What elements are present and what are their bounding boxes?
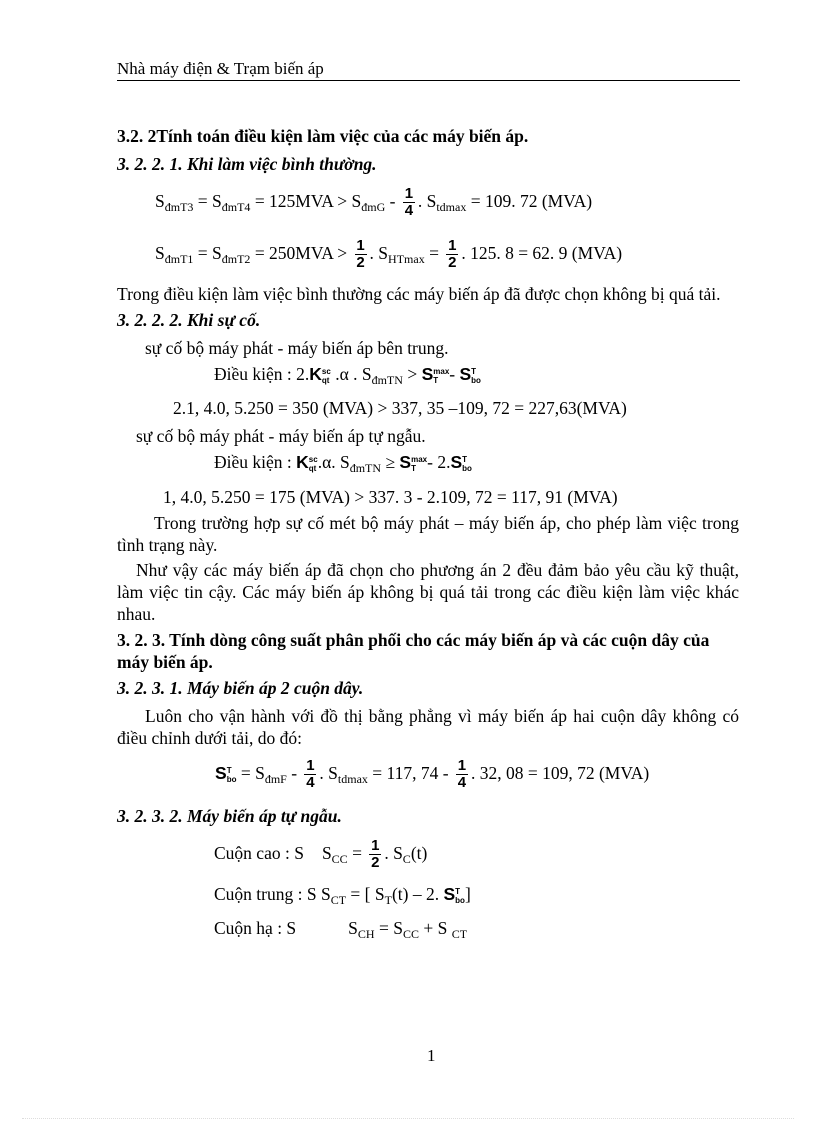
paragraph-fault-result: Trong trường hợp sự cố mét bộ máy phát – máy biến áp, cho phép làm việc trong tình trạng này. [117,513,739,555]
page-number: 1 [427,1046,436,1065]
page-header [117,59,740,81]
coil-high-voltage: Cuộn cao : S $S_{CC}$ = $\frac{1}{2}$ . $S_C(t)$ [214,837,428,872]
page-content [117,122,739,945]
coil-medium-voltage: Cuộn trung : S $S_{CT}$ = [ $S_T(t) - 2$. S T bo ] [214,884,471,907]
fault-case-2: sự cố bộ máy phát - máy biến áp tự ngẫu. [136,426,426,446]
coil-low-voltage: Cuộn hạ : S $S_{CH} = S_{CC} + S$ $_{CT}$ [214,918,468,941]
condition-1: Điều kiện : 2.K sc qt .α . $S_{đmTN} > S$ max T - S T bo [214,364,481,387]
subheading-autotransformer: 3. 2. 3. 2. Máy biến áp tự ngẫu. [117,806,342,826]
fraction-one-quarter: $\frac{1}{4}$ [404,185,414,220]
fraction-one-quarter: $\frac{1}{4}$ [306,757,315,792]
condition-2: Điều kiện : K sc qt .α. $S_{đmTN} \ge S$ max T - 2.S T bo [214,452,472,475]
fault-case-1: sự cố bộ máy phát - máy biến áp bên trung. [145,338,449,358]
calculation-2: 1, 4.0, 5.250 = 175 (MVA) > 337. 3 - 2.109, 72 = 117, 91 (MVA) [163,487,618,507]
subheading-normal-operation: 3. 2. 2. 1. Khi làm việc bình thường. [117,154,377,174]
equation-st1-st2: $S_{đmT1} = S_{đmT2} = 250MVA$ > $\frac{1}{2}$ . $S_{HTmax}$ = $\frac{1}{2}$ . 125. 8 = 62. 9 (MVA) [155,237,623,272]
paragraph-normal-result: Trong điều kiện làm việc bình thường các máy biến áp đã được chọn không bị quá tải. [117,284,721,304]
page-bottom-divider [22,1118,794,1119]
section-heading-322: 3.2. 2Tính toán điều kiện làm việc của các máy biến áp. [117,126,529,146]
equation-sbo: S T bo = $S_{đmF}$ - $\frac{1}{4}$ . $S_{tdmax} = 117$, 74 - $\frac{1}{4}$ . 32, 08 = 109, 72 (MVA) [215,757,650,792]
calculation-1: 2.1, 4.0, 5.250 = 350 (MVA) > 337, 35 –109, 72 = 227,63(MVA) [173,398,627,418]
subheading-fault: 3. 2. 2. 2. Khi sự cố. [117,310,261,330]
equation-st3-st4: $S_{đmT3} = S_{đmT4} = 125MVA > S_{đmG}$ - $\frac{1}{4}$ . $S_{tdmax} = 109$. 72 (MVA) [155,185,593,220]
header-title: Nhà máy điện & Trạm biến áp [117,59,324,78]
paragraph-conclusion: Như vậy các máy biến áp đã chọn cho phương án 2 đều đảm bảo yêu cầu kỹ thuật, làm việc tin cậy. Các máy biến áp không bị quá tải trong các điều kiện làm việc khác nhau. [117,560,739,624]
section-heading-323: 3. 2. 3. Tính dòng công suất phân phối cho các máy biến áp và các cuộn dây của máy biến áp. [117,630,710,672]
fraction-one-half: $\frac{1}{2}$ [448,237,457,272]
fraction-one-quarter: $\frac{1}{4}$ [457,757,467,792]
paragraph-two-winding: Luôn cho vận hành với đồ thị bằng phẳng vì máy biến áp hai cuộn dây không có điều chỉnh dưới tải, do đó: [117,706,739,748]
fraction-one-half: $\frac{1}{2}$ [371,837,380,872]
fraction-one-half: $\frac{1}{2}$ [356,237,365,272]
subheading-two-winding: 3. 2. 3. 1. Máy biến áp 2 cuộn dây. [117,678,364,698]
